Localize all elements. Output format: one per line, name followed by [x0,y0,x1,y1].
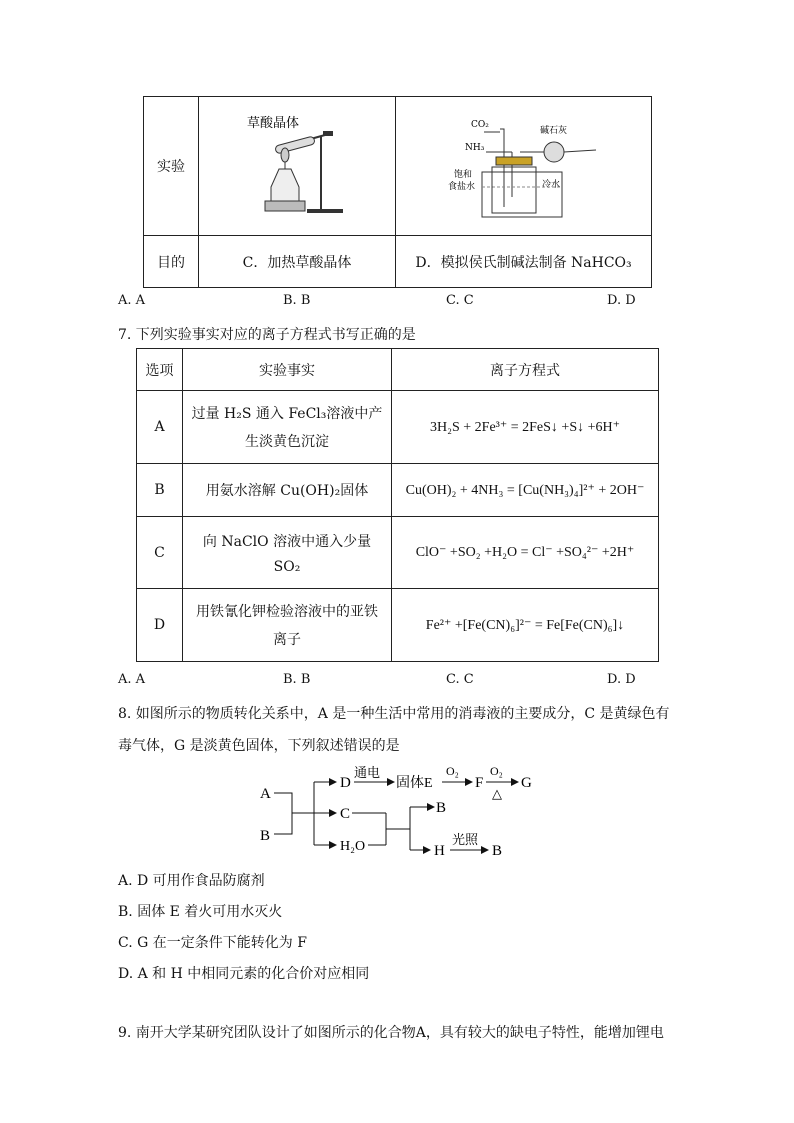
q8-option-d[interactable]: D. A 和 H 中相同元素的化合价对应相同 [118,966,370,982]
q6-option-b[interactable]: B. B [283,293,311,308]
saturated-label: 饱和 [454,170,473,180]
q7-row-d-option: D [137,589,183,662]
q6-option-a[interactable]: A. A [118,293,146,308]
oxalic-heating-apparatus-figure [199,97,395,231]
q9-stem: 9. 南开大学某研究团队设计了如图所示的化合物A，具有较大的缺电子特性，能增加锂电 [118,1025,664,1041]
node-a: A [260,786,271,802]
q7-row-c-fact-line1: 向 NaClO 溶液中通入少量 [202,533,372,550]
co2-label: CO₂ [471,120,489,130]
node-b-second: B [436,800,447,816]
q8-option-c[interactable]: C. G 在一定条件下能转化为 F [118,935,307,951]
q6-option-d-text: D．模拟侯氏制碱法制备 NaHCO₃ [396,236,652,288]
q8-stem-line2: 毒气体，G 是淡黄色固体，下列叙述错误的是 [118,738,400,754]
node-f: F [475,775,484,791]
q8-option-b[interactable]: B. 固体 E 着火可用水灭火 [118,904,283,920]
q7-option-c[interactable]: C. C [446,672,474,687]
q7-row-b-option: B [137,464,183,517]
q7-row [137,589,659,662]
q7-row-b-fact-line1: 用氨水溶解 Cu(OH)₂固体 [205,483,369,499]
node-h2o: H₂O [340,839,366,854]
q6-row2-label: 目的 [144,236,199,288]
soda-lime-label: 碱石灰 [540,126,568,136]
q7-table [136,348,659,662]
hou-process-apparatus-figure [396,97,651,231]
q7-option-a[interactable]: A. A [118,672,146,687]
q7-option-d[interactable]: D. D [607,672,636,687]
q6-c-image-cell [199,97,396,236]
q7-option-b[interactable]: B. B [283,672,311,687]
q7-stem: 7. 下列实验事实对应的离子方程式书写正确的是 [118,327,416,343]
nh3-label: NH₃ [465,143,485,153]
brine-label: 食盐水 [448,182,476,192]
q6-table [143,96,652,288]
q7-row-d-fact-line2: 离子 [273,632,301,648]
label-o2-first: O₂ [446,764,459,778]
node-solid-e: 固体E [396,776,433,791]
q8-option-a[interactable]: A. D 可用作食品防腐剂 [118,873,265,889]
cold-water-label: 冷水 [542,180,561,190]
q6-option-c-text: C．加热草酸晶体 [199,236,396,288]
q6-option-c[interactable]: C. C [446,293,474,308]
node-d: D [340,775,351,791]
q7-row-c-equation: ClO⁻ +SO₂ +H₂O = Cl⁻ +SO₄²⁻ +2H⁺ [392,517,659,589]
q7-row-a-option: A [137,391,183,464]
q7-row-b-equation: Cu(OH)₂ + 4NH₃ = [Cu(NH₃)₄]²⁺ + 2OH⁻ [392,464,659,517]
q7-header-option: 选项 [137,349,183,391]
node-b: B [260,828,271,844]
q7-row-a-fact-line1: 过量 H₂S 通入 FeCl₃溶液中产 [191,406,383,422]
q7-row-c-fact-line2: SO₂ [273,558,301,575]
q7-row-c-option: C [137,517,183,589]
q6-row1-label: 实验 [144,97,199,236]
label-heat-triangle: △ [492,786,502,801]
label-o2-second: O₂ [490,764,503,778]
node-g: G [521,775,532,791]
q6-d-image-cell [396,97,652,236]
q7-row [137,517,659,589]
q7-row [137,391,659,464]
node-b-third: B [492,843,503,859]
q6-c-img-label: 草酸晶体 [247,116,300,131]
label-light: 光照 [452,832,479,847]
q7-row [137,464,659,517]
node-c: C [340,806,351,822]
node-h: H [434,843,445,859]
q7-header-fact: 实验事实 [183,349,392,391]
q7-row-a-fact-line2: 生淡黄色沉淀 [245,434,329,450]
q7-row-a-equation: 3H₂S + 2Fe³⁺ = 2FeS↓ +S↓ +6H⁺ [392,391,659,464]
q7-header-equation: 离子方程式 [392,349,659,391]
q7-row-d-equation: Fe²⁺ +[Fe(CN)₆]²⁻ = Fe[Fe(CN)₆]↓ [392,589,659,662]
q6-option-d[interactable]: D. D [607,293,636,308]
q7-row-d-fact-line1: 用铁氰化钾检验溶液中的亚铁 [196,604,378,620]
transformation-diagram [250,760,550,864]
q8-stem-line1: 8. 如图所示的物质转化关系中，A 是一种生活中常用的消毒液的主要成分，C 是黄绿色有 [118,706,670,722]
label-electrolysis: 通电 [354,765,381,780]
